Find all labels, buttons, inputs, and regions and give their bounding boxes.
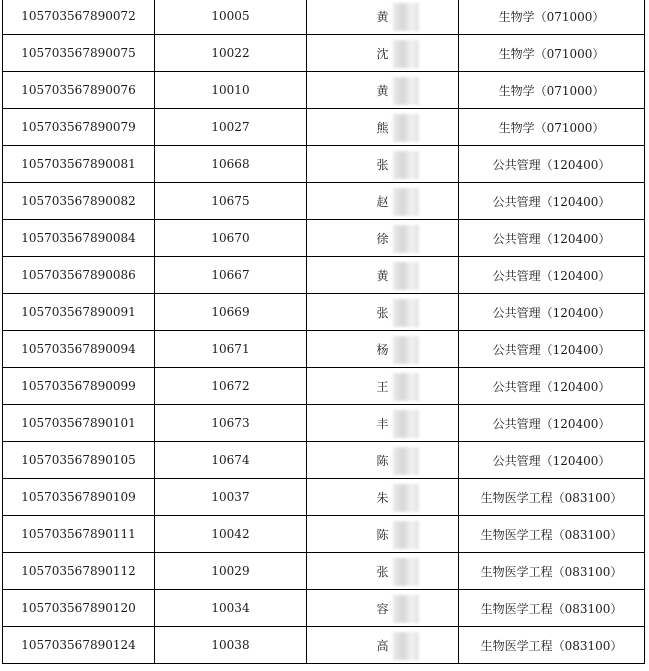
- redaction-mosaic: [393, 484, 419, 512]
- candidate-id-cell-text: 105703567890076: [21, 83, 136, 97]
- name-cell: [307, 183, 459, 220]
- exam-code-cell: [155, 627, 307, 664]
- candidate-id-cell-text: 105703567890099: [21, 379, 136, 393]
- table-row: [3, 516, 645, 553]
- redaction-mosaic: [393, 262, 419, 290]
- candidate-id-cell: [3, 0, 155, 35]
- candidate-id-cell: [3, 146, 155, 183]
- name-cell: [307, 479, 459, 516]
- candidate-id-cell-text: 105703567890112: [21, 564, 136, 578]
- table-row: [3, 294, 645, 331]
- exam-code-cell: [155, 442, 307, 479]
- candidate-id-cell: [3, 220, 155, 257]
- redaction-mosaic: [393, 447, 419, 475]
- table-row: [3, 0, 645, 35]
- candidate-id-cell: [3, 257, 155, 294]
- redaction-mosaic: [393, 40, 419, 68]
- candidate-id-cell: [3, 405, 155, 442]
- table-row: [3, 109, 645, 146]
- candidate-id-cell-text: 105703567890105: [21, 453, 136, 467]
- candidate-id-cell: [3, 72, 155, 109]
- name-cell-text: 黄: [376, 9, 389, 24]
- candidate-id-cell: [3, 553, 155, 590]
- major-cell-text: 公共管理（120400）: [492, 194, 611, 209]
- redaction-mosaic: [393, 373, 419, 401]
- exam-code-cell: [155, 294, 307, 331]
- candidate-id-cell-text: 105703567890124: [21, 638, 136, 652]
- candidate-id-cell: [3, 590, 155, 627]
- exam-code-cell-text: 10671: [211, 342, 250, 356]
- name-cell-text: 赵: [376, 194, 389, 209]
- major-cell-text: 公共管理（120400）: [492, 342, 611, 357]
- redaction-mosaic: [393, 410, 419, 438]
- major-cell-text: 公共管理（120400）: [492, 268, 611, 283]
- redaction-mosaic: [393, 225, 419, 253]
- exam-code-cell: [155, 553, 307, 590]
- exam-code-cell: [155, 220, 307, 257]
- major-cell: [459, 294, 645, 331]
- table-row: [3, 35, 645, 72]
- major-cell-text: 公共管理（120400）: [492, 379, 611, 394]
- exam-code-cell: [155, 0, 307, 35]
- major-cell: [459, 0, 645, 35]
- table-row: [3, 405, 645, 442]
- major-cell-text: 公共管理（120400）: [492, 231, 611, 246]
- table-body: [3, 0, 645, 664]
- exam-code-cell-text: 10022: [211, 46, 250, 60]
- candidate-id-cell-text: 105703567890109: [21, 490, 136, 504]
- name-cell-text: 张: [376, 157, 389, 172]
- major-cell: [459, 72, 645, 109]
- major-cell: [459, 220, 645, 257]
- name-cell-text: 熊: [376, 120, 389, 135]
- exam-code-cell: [155, 257, 307, 294]
- candidate-id-cell: [3, 331, 155, 368]
- exam-code-cell: [155, 35, 307, 72]
- redaction-mosaic: [393, 595, 419, 623]
- candidate-id-cell-text: 105703567890084: [21, 231, 136, 245]
- redaction-mosaic: [393, 77, 419, 105]
- name-cell-text: 张: [376, 305, 389, 320]
- major-cell-text: 生物医学工程（083100）: [480, 527, 623, 542]
- exam-code-cell: [155, 479, 307, 516]
- candidate-id-cell: [3, 516, 155, 553]
- candidate-id-cell-text: 105703567890094: [21, 342, 136, 356]
- name-cell: [307, 516, 459, 553]
- candidate-id-cell-text: 105703567890086: [21, 268, 136, 282]
- name-cell: [307, 146, 459, 183]
- major-cell-text: 生物医学工程（083100）: [480, 601, 623, 616]
- major-cell: [459, 331, 645, 368]
- table-row: [3, 442, 645, 479]
- admission-list-table: [2, 0, 645, 664]
- name-cell-text: 容: [376, 601, 389, 616]
- major-cell-text: 公共管理（120400）: [492, 157, 611, 172]
- major-cell: [459, 368, 645, 405]
- major-cell: [459, 442, 645, 479]
- name-cell-text: 王: [376, 379, 389, 394]
- major-cell: [459, 627, 645, 664]
- candidate-id-cell-text: 105703567890081: [21, 157, 136, 171]
- redaction-mosaic: [393, 114, 419, 142]
- name-cell-text: 黄: [376, 268, 389, 283]
- major-cell: [459, 257, 645, 294]
- candidate-id-cell-text: 105703567890079: [21, 120, 136, 134]
- candidate-id-cell-text: 105703567890072: [21, 9, 136, 23]
- exam-code-cell-text: 10675: [211, 194, 250, 208]
- candidate-id-cell-text: 105703567890075: [21, 46, 136, 60]
- major-cell: [459, 405, 645, 442]
- table-row: [3, 146, 645, 183]
- redaction-mosaic: [393, 299, 419, 327]
- major-cell-text: 生物学（071000）: [498, 9, 605, 24]
- exam-code-cell-text: 10029: [211, 564, 250, 578]
- candidate-id-cell-text: 105703567890091: [21, 305, 136, 319]
- table-row: [3, 590, 645, 627]
- exam-code-cell-text: 10674: [211, 453, 250, 467]
- exam-code-cell: [155, 109, 307, 146]
- major-cell: [459, 553, 645, 590]
- name-cell-text: 沈: [376, 46, 389, 61]
- major-cell: [459, 146, 645, 183]
- table-row: [3, 72, 645, 109]
- candidate-id-cell: [3, 627, 155, 664]
- major-cell-text: 公共管理（120400）: [492, 453, 611, 468]
- major-cell: [459, 590, 645, 627]
- candidate-id-cell: [3, 479, 155, 516]
- exam-code-cell-text: 10038: [211, 638, 250, 652]
- name-cell-text: 黄: [376, 83, 389, 98]
- name-cell: [307, 627, 459, 664]
- exam-code-cell-text: 10034: [211, 601, 250, 615]
- major-cell-text: 生物医学工程（083100）: [480, 490, 623, 505]
- table-row: [3, 183, 645, 220]
- exam-code-cell: [155, 590, 307, 627]
- exam-code-cell-text: 10042: [211, 527, 250, 541]
- table-row: [3, 479, 645, 516]
- name-cell: [307, 109, 459, 146]
- redaction-mosaic: [393, 558, 419, 586]
- exam-code-cell-text: 10037: [211, 490, 250, 504]
- candidate-id-cell: [3, 442, 155, 479]
- exam-code-cell: [155, 72, 307, 109]
- candidate-id-cell: [3, 294, 155, 331]
- name-cell: [307, 553, 459, 590]
- candidate-id-cell-text: 105703567890082: [21, 194, 136, 208]
- exam-code-cell: [155, 516, 307, 553]
- exam-code-cell-text: 10670: [211, 231, 250, 245]
- name-cell-text: 徐: [376, 231, 389, 246]
- major-cell: [459, 109, 645, 146]
- redaction-mosaic: [393, 336, 419, 364]
- exam-code-cell-text: 10010: [211, 83, 250, 97]
- name-cell: [307, 405, 459, 442]
- exam-code-cell-text: 10005: [211, 9, 250, 23]
- candidate-id-cell-text: 105703567890101: [21, 416, 136, 430]
- major-cell-text: 生物学（071000）: [498, 46, 605, 61]
- name-cell: [307, 331, 459, 368]
- name-cell: [307, 257, 459, 294]
- exam-code-cell-text: 10672: [211, 379, 250, 393]
- name-cell: [307, 442, 459, 479]
- name-cell-text: 陈: [376, 527, 389, 542]
- name-cell-text: 陈: [376, 453, 389, 468]
- major-cell-text: 公共管理（120400）: [492, 416, 611, 431]
- redaction-mosaic: [393, 632, 419, 660]
- major-cell-text: 公共管理（120400）: [492, 305, 611, 320]
- exam-code-cell: [155, 368, 307, 405]
- table-row: [3, 257, 645, 294]
- exam-code-cell: [155, 405, 307, 442]
- name-cell-text: 杨: [376, 342, 389, 357]
- major-cell-text: 生物医学工程（083100）: [480, 638, 623, 653]
- candidate-id-cell: [3, 368, 155, 405]
- exam-code-cell: [155, 331, 307, 368]
- name-cell: [307, 72, 459, 109]
- exam-code-cell-text: 10667: [211, 268, 250, 282]
- name-cell-text: 朱: [376, 490, 389, 505]
- exam-code-cell-text: 10027: [211, 120, 250, 134]
- candidate-id-cell: [3, 35, 155, 72]
- exam-code-cell-text: 10668: [211, 157, 250, 171]
- name-cell: [307, 368, 459, 405]
- table-row: [3, 368, 645, 405]
- major-cell-text: 生物学（071000）: [498, 120, 605, 135]
- name-cell: [307, 294, 459, 331]
- name-cell-text: 高: [376, 638, 389, 653]
- redaction-mosaic: [393, 3, 419, 31]
- candidate-id-cell: [3, 183, 155, 220]
- candidate-id-cell: [3, 109, 155, 146]
- major-cell-text: 生物医学工程（083100）: [480, 564, 623, 579]
- redaction-mosaic: [393, 151, 419, 179]
- name-cell: [307, 0, 459, 35]
- name-cell: [307, 220, 459, 257]
- table-row: [3, 220, 645, 257]
- major-cell-text: 生物学（071000）: [498, 83, 605, 98]
- table-row: [3, 331, 645, 368]
- exam-code-cell: [155, 146, 307, 183]
- name-cell-text: 丰: [376, 416, 389, 431]
- exam-code-cell-text: 10669: [211, 305, 250, 319]
- redaction-mosaic: [393, 188, 419, 216]
- name-cell-text: 张: [376, 564, 389, 579]
- name-cell: [307, 35, 459, 72]
- major-cell: [459, 183, 645, 220]
- major-cell: [459, 516, 645, 553]
- candidate-id-cell-text: 105703567890120: [21, 601, 136, 615]
- redaction-mosaic: [393, 521, 419, 549]
- major-cell: [459, 35, 645, 72]
- name-cell: [307, 590, 459, 627]
- major-cell: [459, 479, 645, 516]
- candidate-id-cell-text: 105703567890111: [21, 527, 136, 541]
- table-row: [3, 627, 645, 664]
- table-row: [3, 553, 645, 590]
- exam-code-cell-text: 10673: [211, 416, 250, 430]
- exam-code-cell: [155, 183, 307, 220]
